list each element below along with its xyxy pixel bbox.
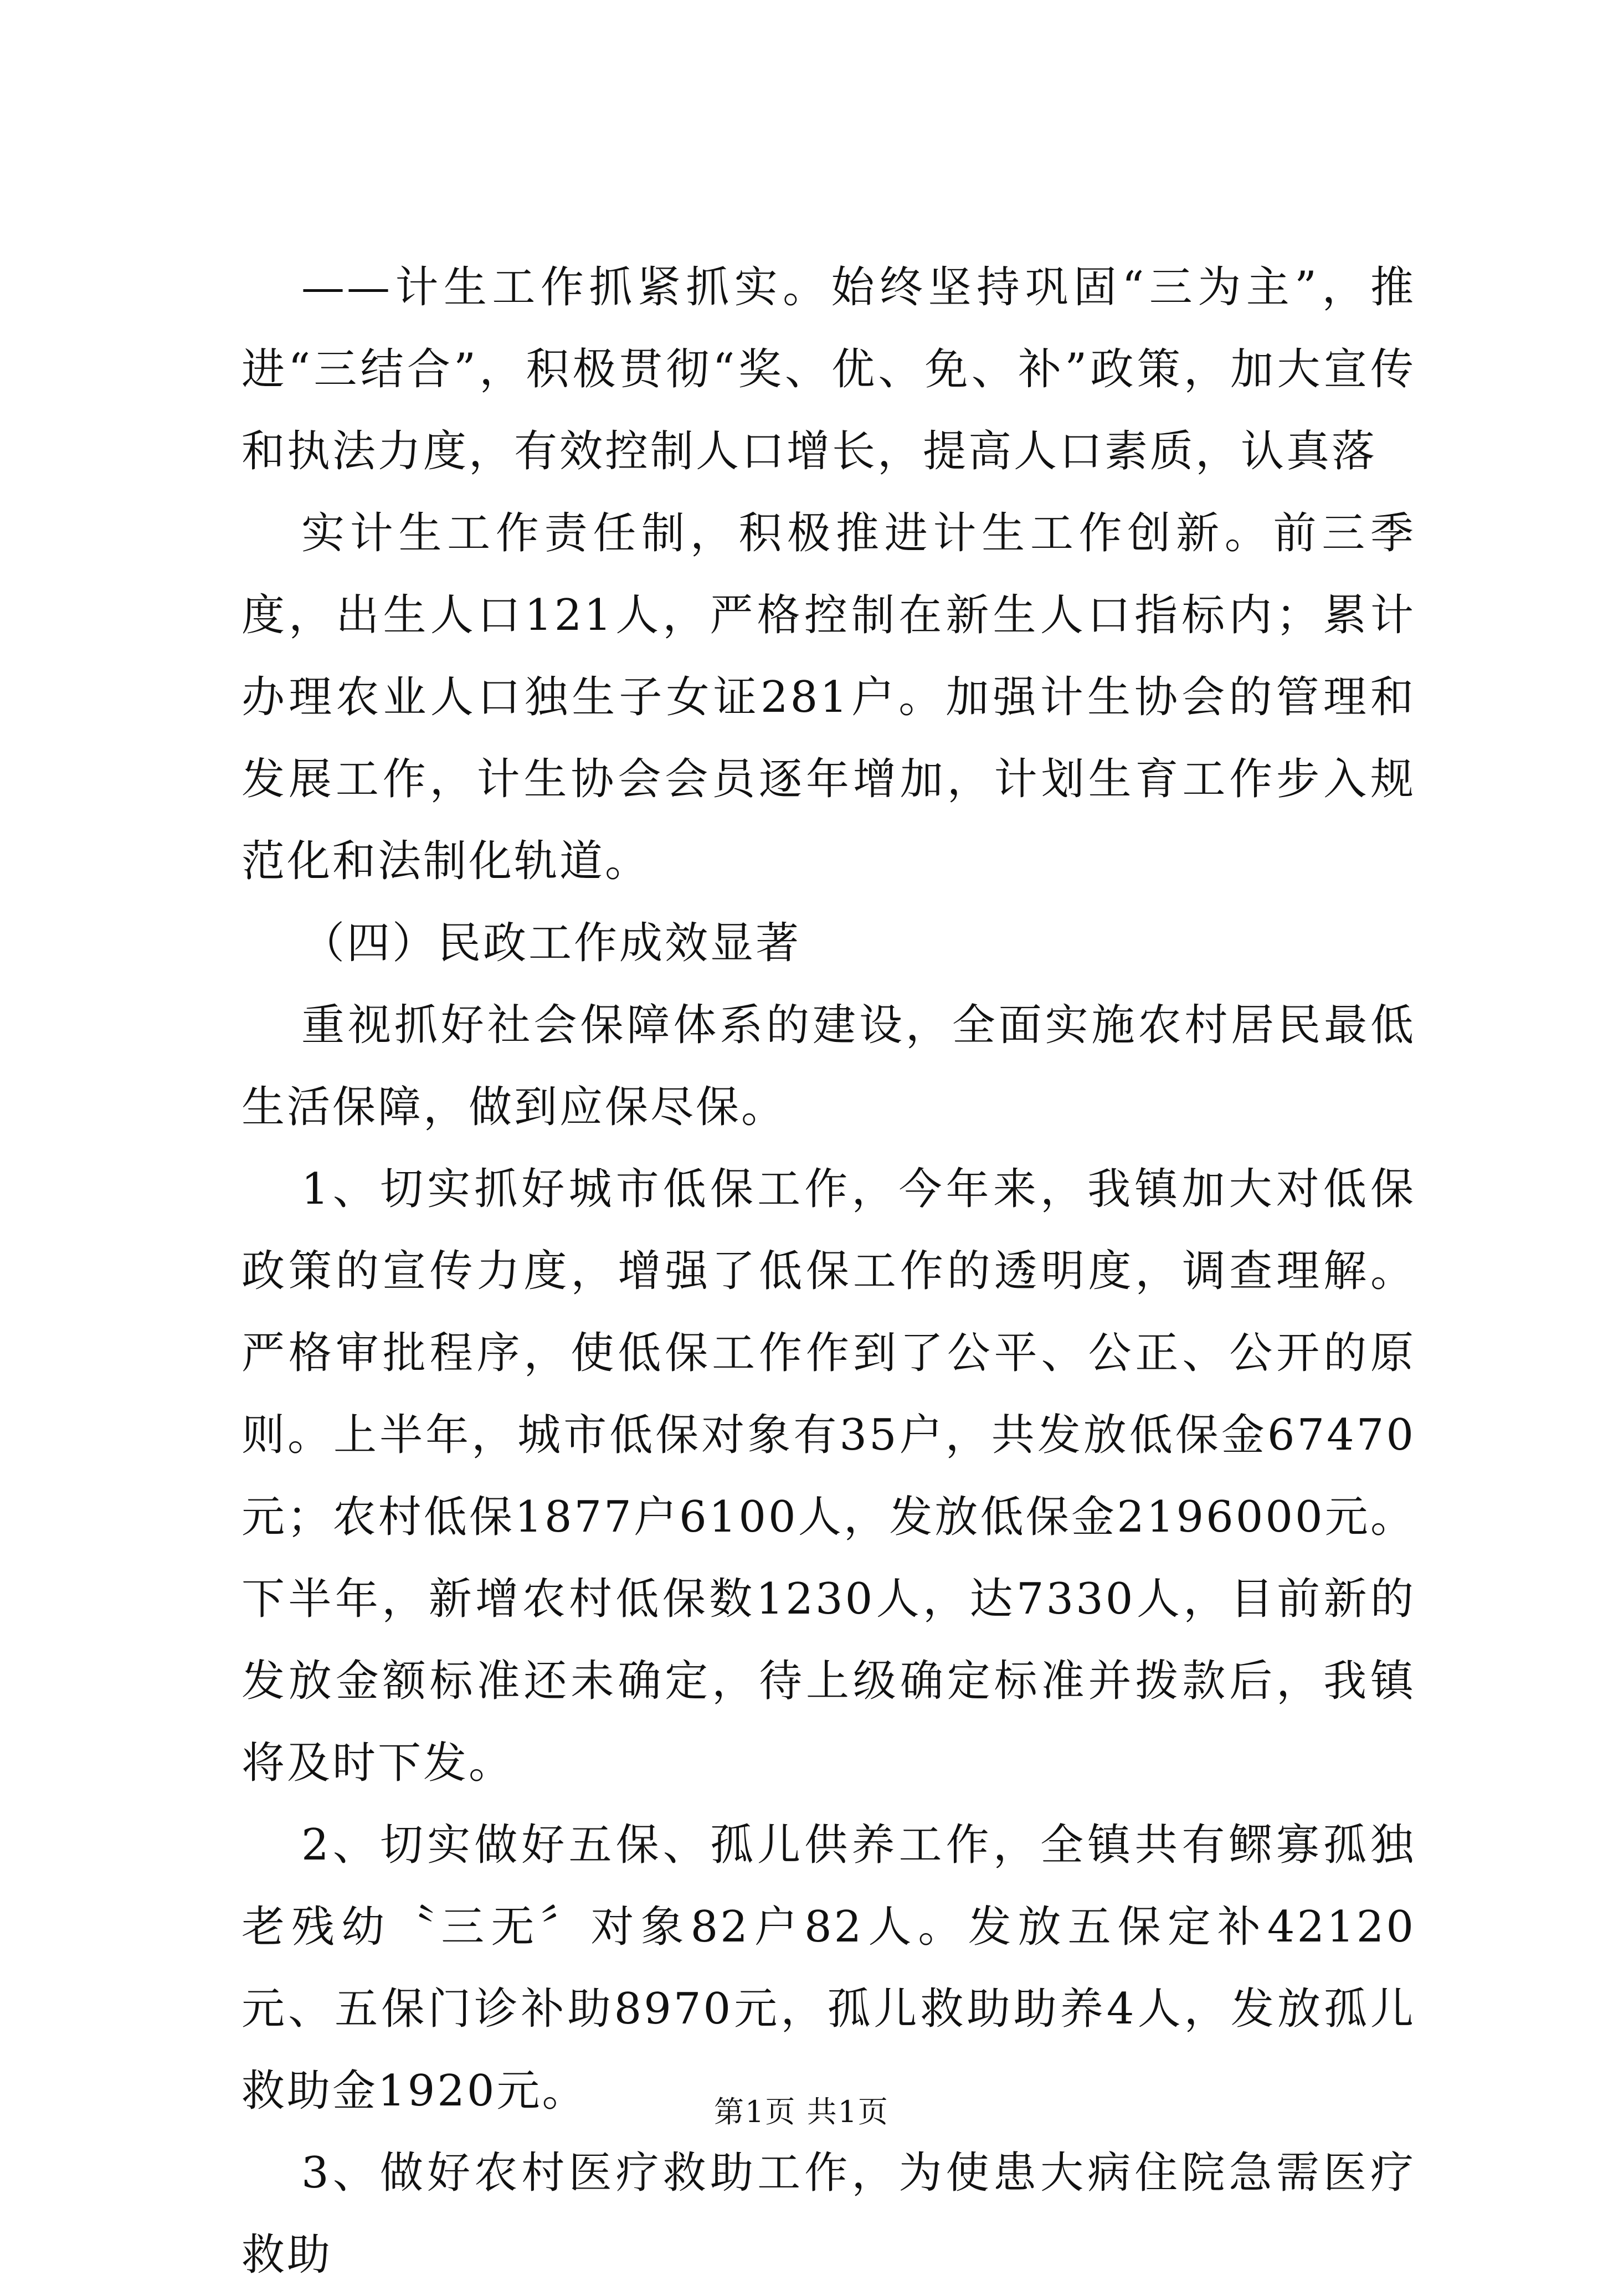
paragraph-family-planning: ——计生工作抓紧抓实。始终坚持巩固“三为主”，推进“三结合”，积极贯彻“奖、优、免、补”政策，加大宣传和执法力度，有效控制人口增长，提高人口素质，认真落: [242, 263, 1416, 476]
paragraph-urban-subsistence: 1、切实抓好城市低保工作，今年来，我镇加大对低保政策的宣传力度，增强了低保工作的透明度，调查理解。严格审批程序，使低保工作作到了公平、公正、公开的原则。上半年，城市低保对象有35户，共发放低保金67470元；农村低保1877户6100人，发放低保金2196000元。下半年，新增农村低保数1230人，达7330人，目前新的发放金额标准还未确定，待上级确定标准并拨款后，我镇将及时下发。: [242, 1164, 1416, 1788]
document-body: [242, 246, 1416, 2296]
paragraph-medical-assistance: 3、做好农村医疗救助工作，为使患大病住院急需医疗救助: [242, 2148, 1416, 2280]
paragraph-social-security: 重视抓好社会保障体系的建设，全面实施农村居民最低生活保障，做到应保尽保。: [242, 1000, 1416, 1132]
paragraph-family-planning-continued: 实计生工作责任制，积极推进计生工作创新。前三季度，出生人口121人，严格控制在新生人口指标内；累计办理农业人口独生子女证281户。加强计生协会的管理和发展工作，计生协会会员逐年增加，计划生育工作步入规范化和法制化轨道。: [242, 508, 1416, 886]
page-footer: 第1页 共1页: [714, 2094, 889, 2129]
paragraph-five-guarantees: 2、切实做好五保、孤儿供养工作，全镇共有鳏寡孤独老残幼〝三无〞对象82户82人。发放五保定补42120元、五保门诊补助8970元，孤儿救助助养4人，发放孤儿救助金1920元。: [242, 1820, 1416, 2116]
section-heading-civil-affairs: （四）民政工作成效显著: [301, 918, 802, 968]
